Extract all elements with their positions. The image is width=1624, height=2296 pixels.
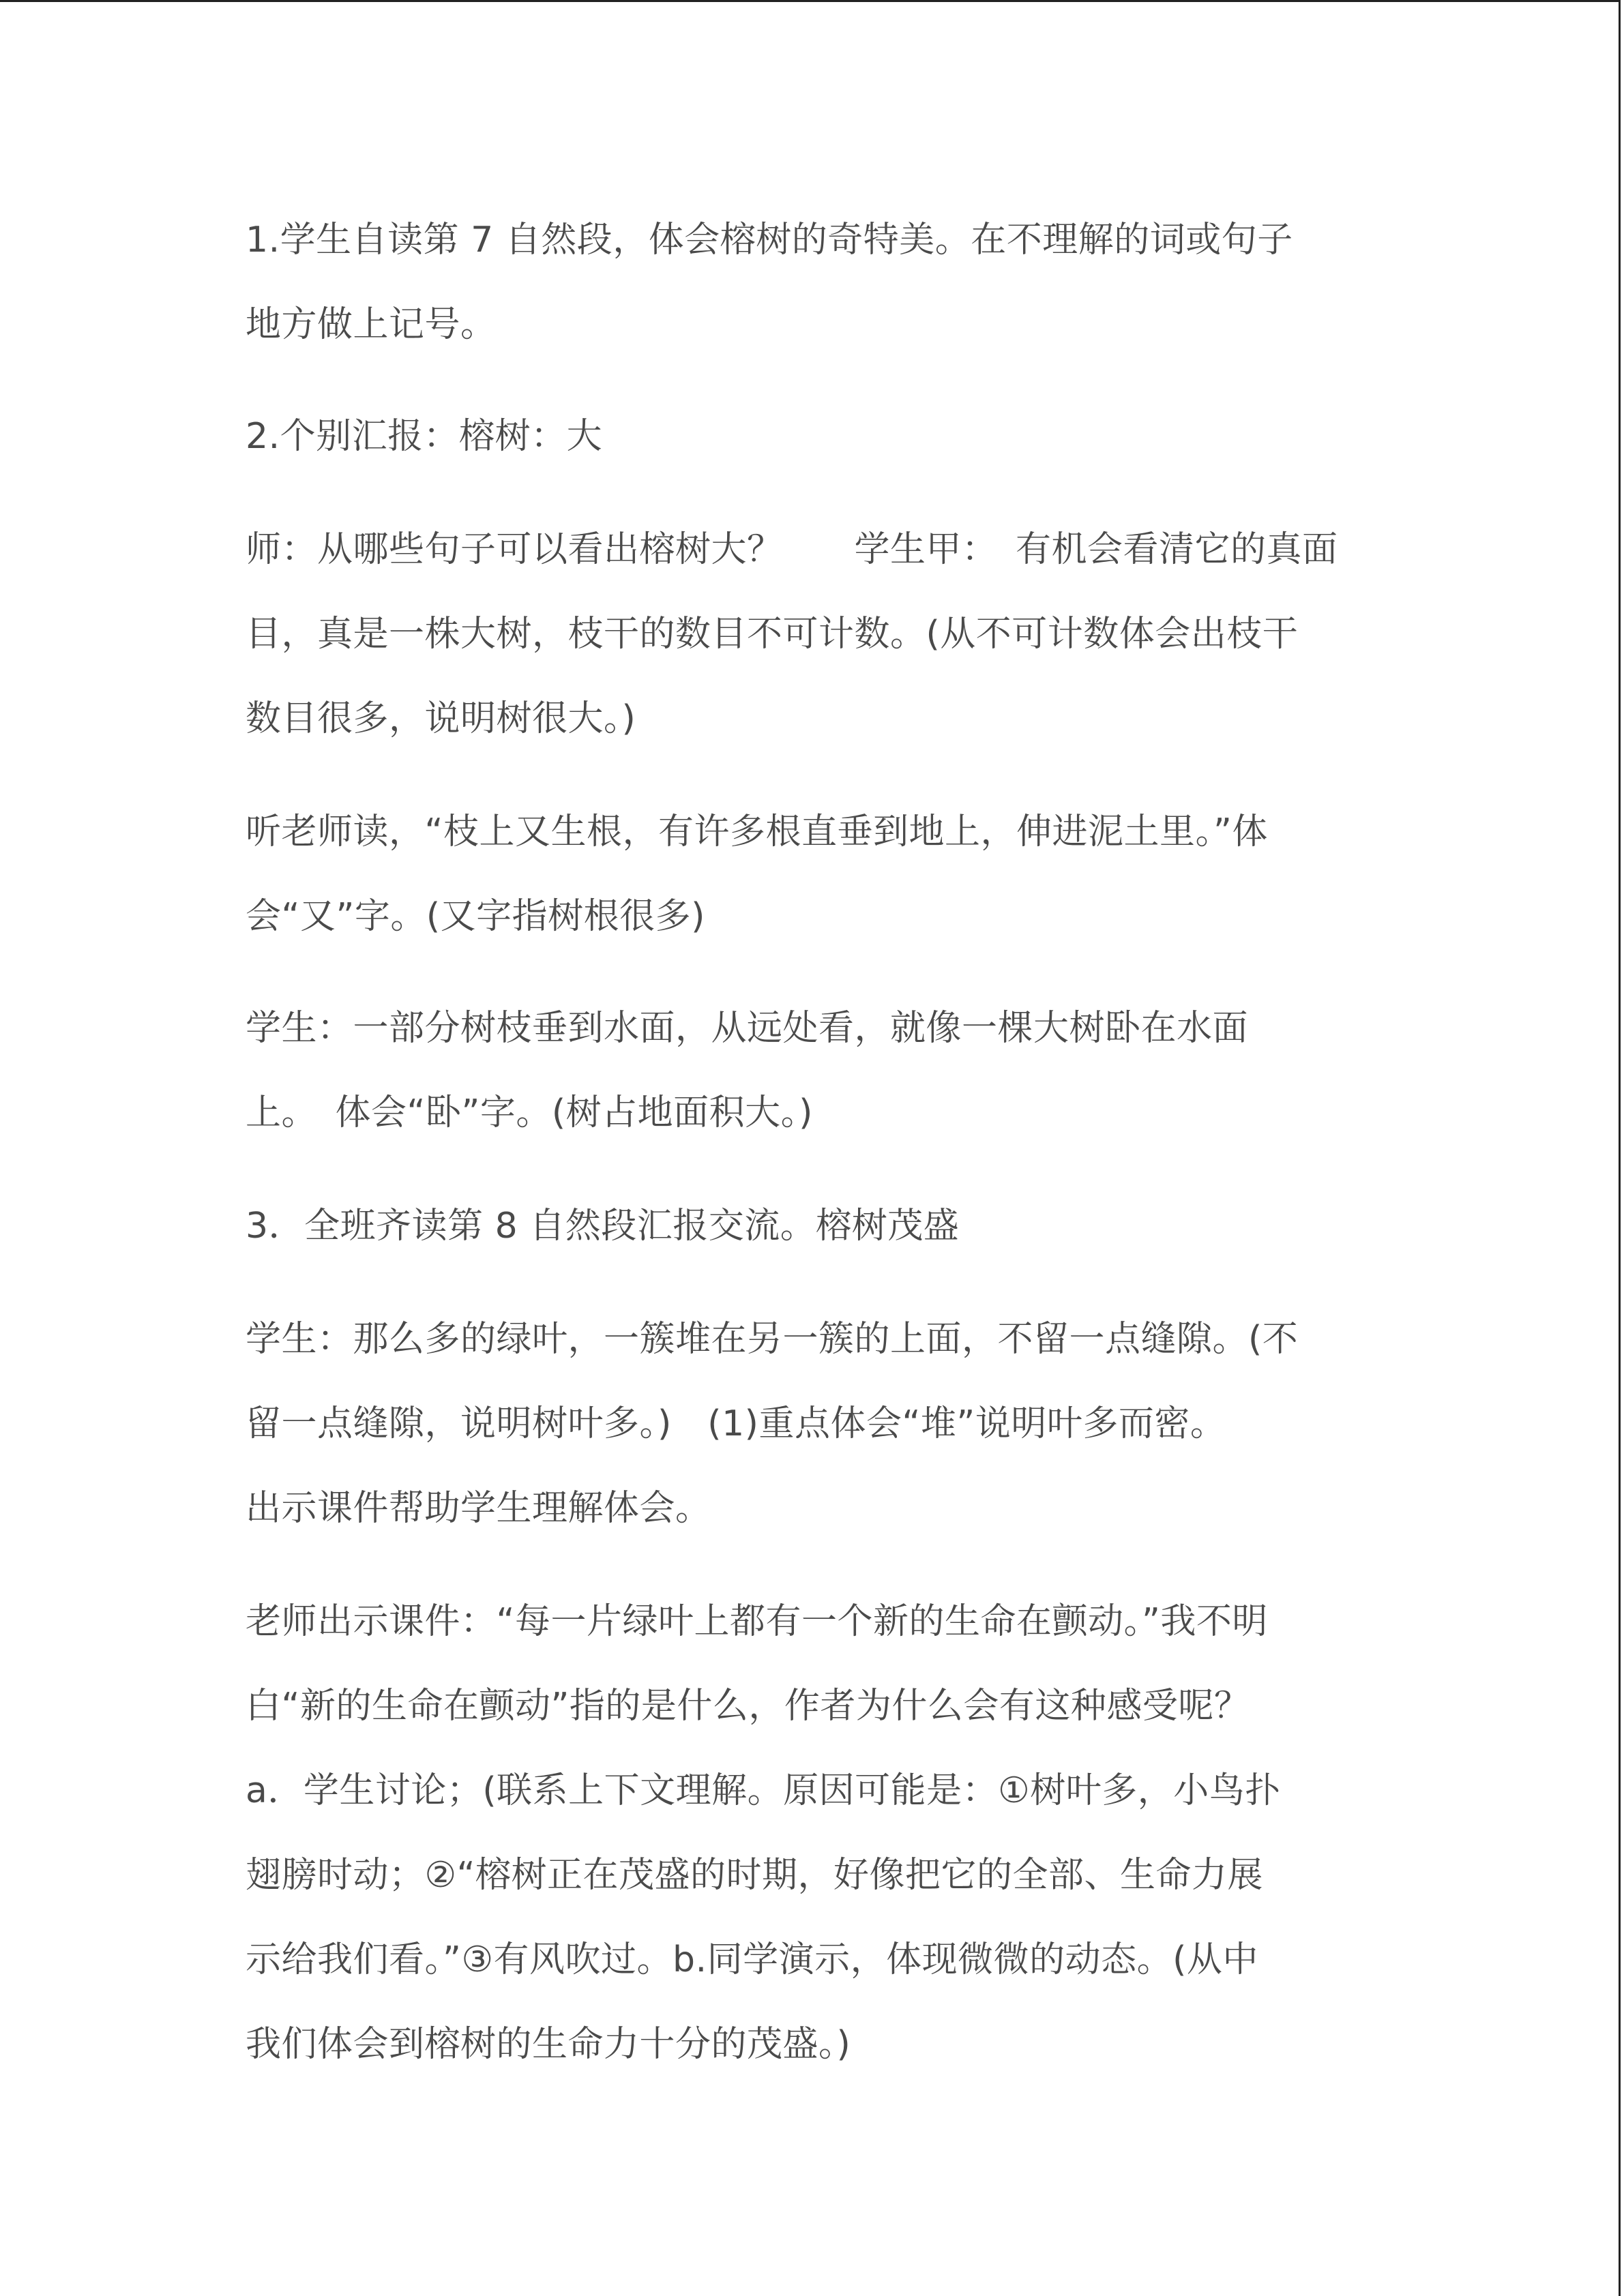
paragraph-5 [246,986,1378,1155]
text-line: 3．全班齐读第 8 自然段汇报交流。榕树茂盛 [246,1206,960,1247]
text-line: a．学生讨论；(联系上下文理解。原因可能是：①树叶多，小鸟扑 [246,1770,1281,1811]
paragraph-6 [246,1184,1378,1268]
text-line: 上。 体会“卧”字。(树占地面积大。) [246,1092,813,1133]
text-line: 学生：一部分树枝垂到水面，从远处看，就像一棵大树卧在水面 [246,1008,1249,1049]
text-line: 听老师读，“枝上又生根，有许多根直垂到地上，伸进泥土里。”体 [246,811,1268,852]
paragraph-8 [246,1579,1378,2087]
paragraph-7 [246,1297,1378,1551]
paragraph-2 [246,394,1378,479]
text-line: 目，真是一株大树，枝干的数目不可计数。(从不可计数体会出枝干 [246,614,1299,655]
text-line: 1.学生自读第 7 自然段，体会榕树的奇特美。在不理解的词或句子 [246,220,1293,260]
text-line: 地方做上记号。 [246,304,497,345]
text-line: 留一点缝隙，说明树叶多。) (1)重点体会“堆”说明叶多而密。 [246,1403,1226,1444]
paragraph-1 [246,198,1378,367]
text-line: 出示课件帮助学生理解体会。 [246,1488,711,1529]
text-line: 示给我们看。”③有风吹过。b.同学演示，体现微微的动态。(从中 [246,1939,1258,1980]
paragraph-3 [246,507,1378,761]
text-line: 会“又”字。(又字指树根很多) [246,896,705,937]
text-line: 老师出示课件：“每一片绿叶上都有一个新的生命在颤动。”我不明 [246,1601,1268,1642]
paragraph-4 [246,790,1378,959]
text-line: 2.个别汇报：榕树：大 [246,416,603,457]
text-line: 学生：那么多的绿叶，一簇堆在另一簇的上面，不留一点缝隙。(不 [246,1319,1299,1360]
text-line: 翅膀时动；②“榕树正在茂盛的时期，好像把它的全部、生命力展 [246,1855,1264,1896]
text-line: 白“新的生命在颤动”指的是什么，作者为什么会有这种感受呢？ [246,1686,1250,1727]
text-line: 师：从哪些句子可以看出榕树大？ 学生甲： 有机会看清它的真面 [246,529,1338,570]
text-line: 数目很多，说明树很大。) [246,698,636,739]
text-line: 我们体会到榕树的生命力十分的茂盛。) [246,2024,851,2065]
